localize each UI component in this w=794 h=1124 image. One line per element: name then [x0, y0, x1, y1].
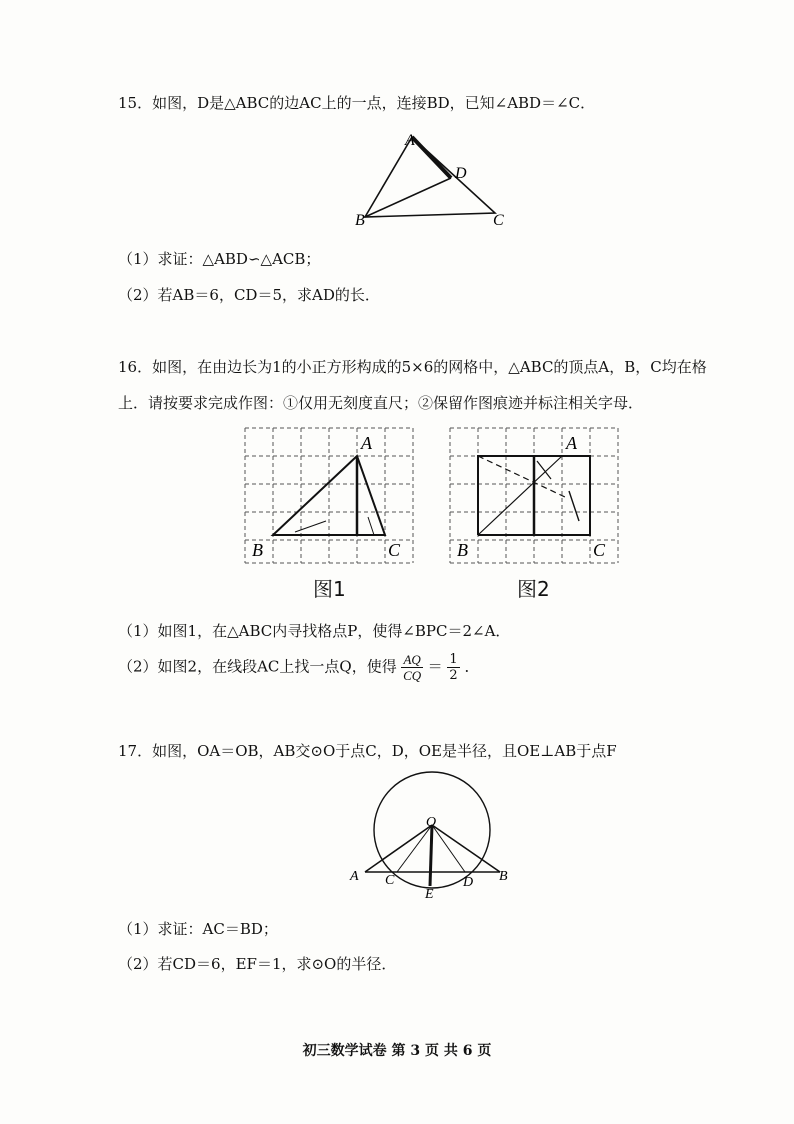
- q16-part2-value-denominator: 2: [449, 668, 458, 683]
- q16-part2-suffix: ．: [464, 657, 480, 676]
- q15-label-d: D: [455, 165, 467, 182]
- q17-label-e: E: [425, 887, 434, 900]
- q15-part2: （2）若AB＝6，CD＝5，求AD的长．: [118, 286, 380, 304]
- q16-part2-denominator: CQ: [403, 668, 422, 683]
- q16-part2-value-fraction: [447, 652, 459, 683]
- q15-label-b: B: [355, 212, 365, 229]
- q16-part2: [118, 652, 479, 683]
- q17-label-a: A: [350, 869, 359, 884]
- q17-label-b: B: [499, 869, 508, 884]
- q15-label-a: A: [405, 132, 415, 149]
- q15-part1: （1）求证：△ABD∽△ACB；: [118, 250, 321, 268]
- q16-part2-prefix: （2）如图2，在线段AC上找一点Q，使得: [118, 657, 397, 676]
- page-footer: 初三数学试卷 第 3 页 共 6 页: [302, 1043, 492, 1059]
- q17-part1: （1）求证：AC＝BD；: [118, 920, 278, 938]
- q17-part2: （2）若CD＝6，EF＝1，求⊙O的半径．: [118, 955, 397, 973]
- q16-fig1-label-b: B: [252, 540, 263, 560]
- q16-part2-value-numerator: 1: [449, 652, 458, 667]
- q16-fig2-label-a: A: [566, 433, 577, 453]
- q17-stem: 17．如图，OA＝OB，AB交⊙O于点C，D，OE是半径，且OE⊥AB于点F: [118, 742, 617, 760]
- q16-fig2-label-b: B: [457, 540, 468, 560]
- q17-circle-figure: [345, 770, 520, 900]
- q16-fig1-caption: 图1: [313, 577, 346, 601]
- q15-triangle-figure: [355, 125, 525, 230]
- q17-label-o: O: [426, 815, 437, 830]
- q16-part2-equals: ＝: [427, 657, 443, 676]
- q16-part1: （1）如图1，在△ABC内寻找格点P，使得∠BPC＝2∠A．: [118, 622, 511, 640]
- q16-grid-figure-2: [445, 425, 625, 570]
- q16-fig2-caption: 图2: [517, 577, 550, 601]
- q16-part2-ratio-fraction: [401, 652, 422, 683]
- q16-grid-figure-1: [240, 425, 420, 570]
- q16-stem-line1: 16．如图，在由边长为1的小正方形构成的5×6的网格中，△ABC的顶点A，B，C均在格: [118, 358, 707, 376]
- q16-part2-numerator: AQ: [403, 652, 421, 667]
- q17-label-c: C: [385, 873, 395, 888]
- q17-label-d: D: [463, 875, 474, 890]
- q16-stem-line2: 上．请按要求完成作图：①仅用无刻度直尺；②保留作图痕迹并标注相关字母．: [118, 394, 644, 412]
- q15-stem: 15．如图，D是△ABC的边AC上的一点，连接BD，已知∠ABD＝∠C．: [118, 94, 596, 112]
- q16-fig1-label-a: A: [361, 433, 372, 453]
- q16-fig1-label-c: C: [388, 540, 401, 560]
- q15-label-c: C: [493, 212, 504, 229]
- q16-fig2-label-c: C: [593, 540, 606, 560]
